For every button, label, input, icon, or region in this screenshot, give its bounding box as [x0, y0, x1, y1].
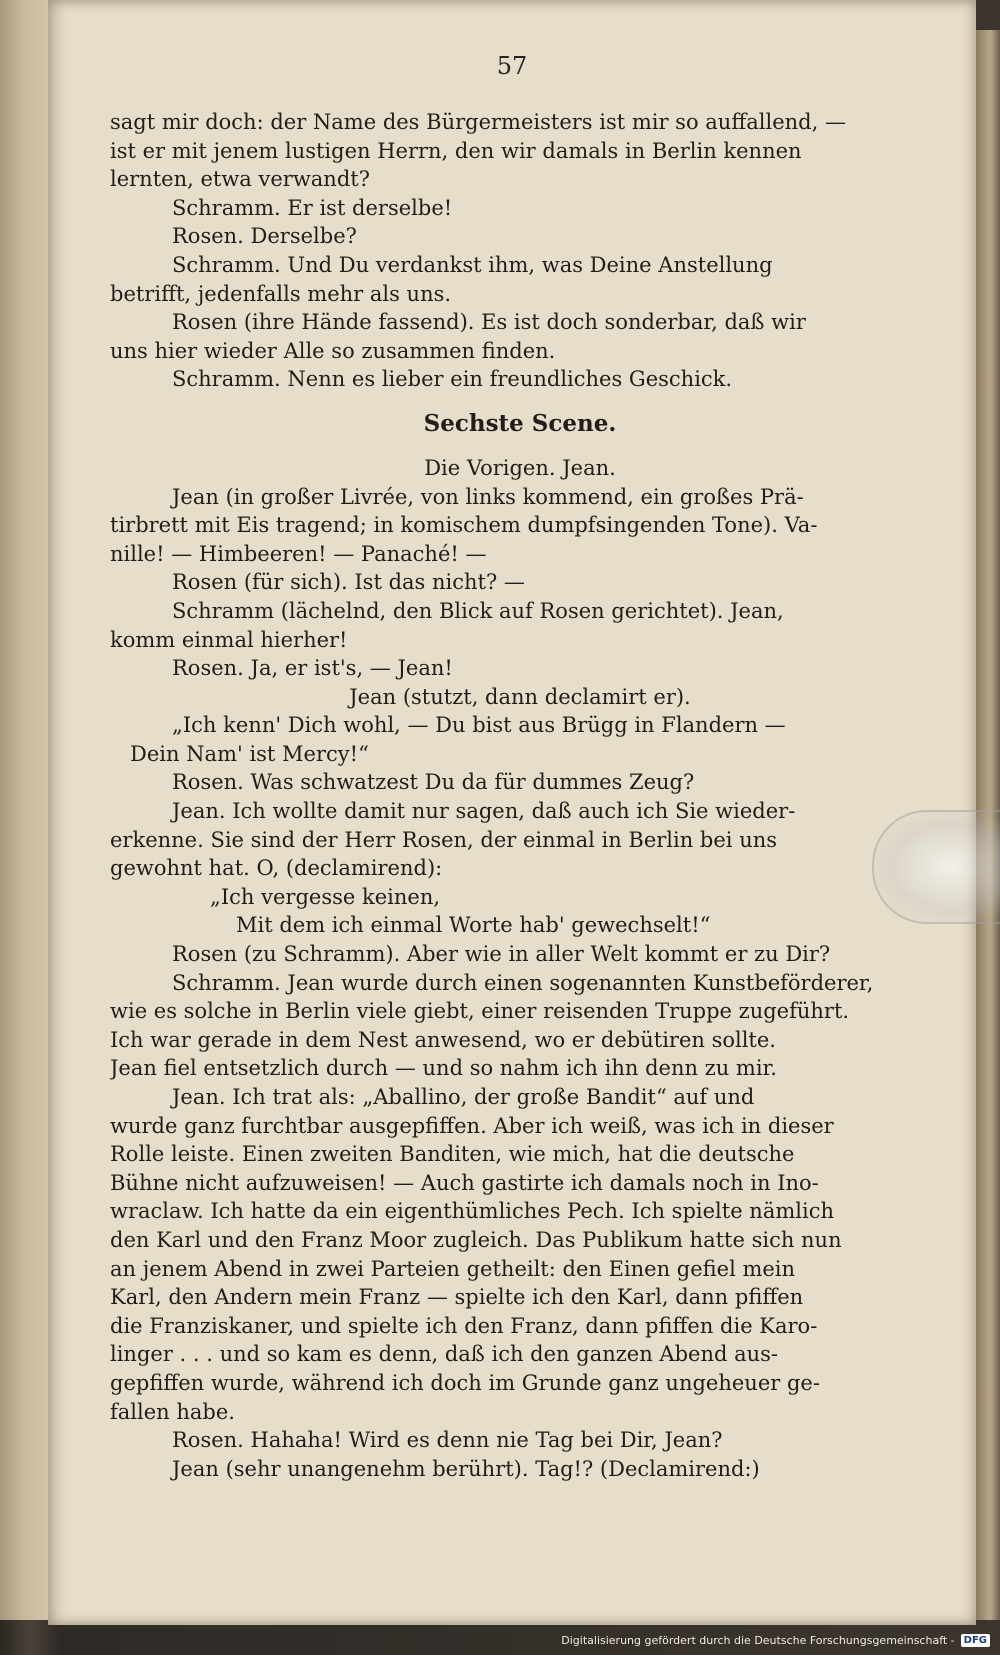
verse-line: „Ich kenn' Dich wohl, — Du bist aus Brügg in Flandern —	[172, 713, 786, 738]
text-line: tirbrett mit Eis tragend; in komischem dumpfsingenden Tone). Va-	[110, 513, 818, 538]
credit-text: Digitalisierung gefördert durch die Deutsche Forschungsgemeinschaft -	[561, 1634, 955, 1647]
text-line: Jean (sehr unangenehm berührt). Tag!? (Declamirend:)	[172, 1456, 760, 1481]
text-line: Rosen. Derselbe?	[172, 224, 357, 249]
page-text	[110, 108, 930, 1483]
verse-line: Dein Nam' ist Mercy!“	[130, 741, 369, 766]
text-line: linger . . . und so kam es denn, daß ich den ganzen Abend aus-	[110, 1342, 779, 1367]
text-line: den Karl und den Franz Moor zugleich. Das Publikum hatte sich nun	[110, 1227, 842, 1252]
scene-heading: Sechste Scene.	[423, 409, 617, 437]
text-line: Schramm (lächelnd, den Blick auf Rosen gerichtet). Jean,	[172, 598, 784, 623]
text-line: wie es solche in Berlin viele giebt, einer reisenden Truppe zugeführt.	[110, 999, 850, 1024]
text-line: gepfiffen wurde, während ich doch im Grunde ganz ungeheuer ge-	[110, 1370, 820, 1395]
text-line: erkenne. Sie sind der Herr Rosen, der einmal in Berlin bei uns	[110, 827, 778, 852]
text-line: Rolle leiste. Einen zweiten Banditen, wie mich, hat die deutsche	[110, 1142, 795, 1167]
text-line: ist er mit jenem lustigen Herrn, den wir damals in Berlin kennen	[110, 138, 802, 163]
text-line: uns hier wieder Alle so zusammen finden.	[110, 338, 556, 363]
text-line: Schramm. Und Du verdankst ihm, was Deine Anstellung	[172, 252, 773, 277]
text-line: Karl, den Andern mein Franz — spielte ich den Karl, dann pfiffen	[110, 1285, 804, 1310]
text-line: nille! — Himbeeren! — Panaché! —	[110, 541, 487, 566]
text-line: Jean. Ich wollte damit nur sagen, daß auch ich Sie wieder-	[172, 799, 796, 824]
text-line: Jean (in großer Livrée, von links kommend, ein großes Prä-	[172, 484, 804, 509]
text-line: Rosen. Hahaha! Wird es denn nie Tag bei Dir, Jean?	[172, 1428, 723, 1453]
text-line: Rosen. Ja, er ist's, — Jean!	[172, 656, 453, 681]
text-line: Rosen. Was schwatzest Du da für dummes Zeug?	[172, 770, 695, 795]
text-line: die Franziskaner, und spielte ich den Franz, dann pfiffen die Karo-	[110, 1313, 818, 1338]
stage-direction: Die Vorigen. Jean.	[424, 455, 616, 480]
page-clip-glare	[872, 810, 1000, 924]
text-line: Schramm. Er ist derselbe!	[172, 195, 453, 220]
text-line: Ich war gerade in dem Nest anwesend, wo er debütiren sollte.	[110, 1027, 776, 1052]
text-line: Jean (stutzt, dann declamirt er).	[349, 684, 691, 709]
text-line: gewohnt hat. O, (declamirend):	[110, 856, 443, 881]
text-line: Jean fiel entsetzlich durch — und so nahm ich ihn denn zu mir.	[110, 1056, 777, 1081]
verse-line: „Ich vergesse keinen,	[210, 884, 441, 909]
text-line: fallen habe.	[110, 1399, 235, 1424]
text-line: Jean. Ich trat als: „Aballino, der große Bandit“ auf und	[172, 1085, 755, 1109]
digitization-credit	[561, 1634, 990, 1647]
text-line: Rosen (ihre Hände fassend). Es ist doch sonderbar, daß wir	[172, 310, 806, 335]
book-page	[48, 0, 976, 1625]
text-line: wurde ganz furchtbar ausgepfiffen. Aber ich weiß, was ich in dieser	[110, 1113, 834, 1138]
text-line: an jenem Abend in zwei Parteien getheilt: den Einen gefiel mein	[110, 1256, 796, 1281]
dfg-logo: DFG	[961, 1634, 990, 1647]
page-number: 57	[496, 52, 528, 80]
text-line: Bühne nicht aufzuweisen! — Auch gastirte ich damals noch in Ino-	[110, 1170, 819, 1195]
text-line: Schramm. Jean wurde durch einen sogenannten Kunstbeförderer,	[172, 970, 874, 995]
text-line: komm einmal hierher!	[110, 627, 348, 652]
text-line: wraclaw. Ich hatte da ein eigenthümliches Pech. Ich spielte nämlich	[110, 1199, 834, 1224]
verse-line: Mit dem ich einmal Worte hab' gewechselt!“	[236, 913, 711, 938]
text-line: lernten, etwa verwandt?	[110, 167, 370, 192]
text-line: Schramm. Nenn es lieber ein freundliches Geschick.	[172, 367, 733, 392]
text-line: betrifft, jedenfalls mehr als uns.	[110, 281, 452, 306]
text-line: Rosen (für sich). Ist das nicht? —	[172, 570, 525, 595]
text-line: sagt mir doch: der Name des Bürgermeisters ist mir so auffallend, —	[110, 110, 846, 134]
text-line: Rosen (zu Schramm). Aber wie in aller Welt kommt er zu Dir?	[172, 942, 831, 967]
